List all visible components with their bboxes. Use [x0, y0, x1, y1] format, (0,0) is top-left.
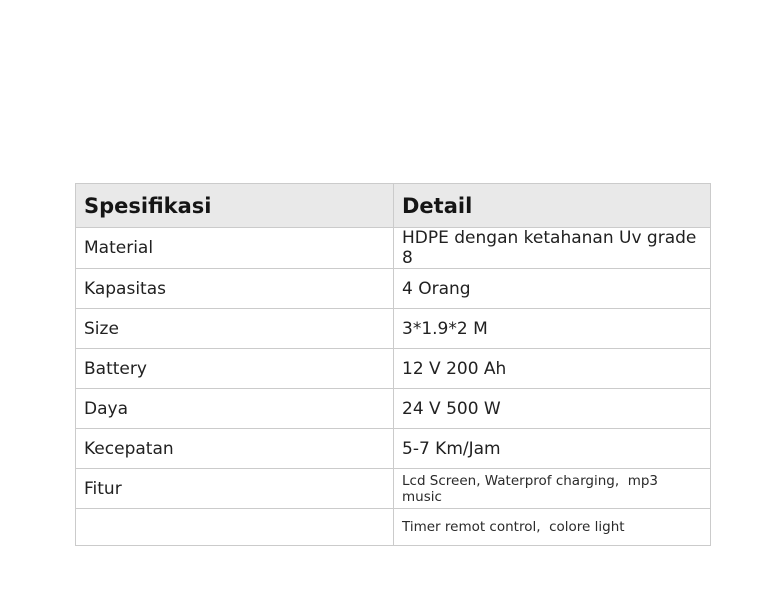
- specification-table-container: [75, 183, 710, 546]
- table-row-size: [76, 309, 711, 349]
- table-row-battery: [76, 349, 711, 389]
- table-row-kapasitas: [76, 269, 711, 309]
- spec-label: Battery: [76, 349, 394, 389]
- spec-detail: HDPE dengan ketahanan Uv grade 8: [394, 228, 711, 269]
- spec-detail: Timer remot control, colore light: [394, 509, 711, 546]
- table-row-fitur-continued: [76, 509, 711, 546]
- spec-label: Kecepatan: [76, 429, 394, 469]
- spec-label: [76, 509, 394, 546]
- spec-detail: 4 Orang: [394, 269, 711, 309]
- spec-detail: 24 V 500 W: [394, 389, 711, 429]
- table-row-material: [76, 228, 711, 269]
- table-body: [76, 228, 711, 546]
- spec-label: Kapasitas: [76, 269, 394, 309]
- table-row-fitur: [76, 469, 711, 509]
- table-row-daya: [76, 389, 711, 429]
- table-row-kecepatan: [76, 429, 711, 469]
- spec-detail: 5-7 Km/Jam: [394, 429, 711, 469]
- table-header: [76, 184, 711, 228]
- spec-label: Material: [76, 228, 394, 269]
- spec-label: Size: [76, 309, 394, 349]
- column-header-spesifikasi: Spesifikasi: [76, 184, 394, 228]
- spec-detail: Lcd Screen, Waterprof charging, mp3 music: [394, 469, 711, 509]
- specification-table: [75, 183, 711, 546]
- spec-detail: 12 V 200 Ah: [394, 349, 711, 389]
- spec-label: Daya: [76, 389, 394, 429]
- spec-label: Fitur: [76, 469, 394, 509]
- table-header-row: [76, 184, 711, 228]
- spec-detail: 3*1.9*2 M: [394, 309, 711, 349]
- column-header-detail: Detail: [394, 184, 711, 228]
